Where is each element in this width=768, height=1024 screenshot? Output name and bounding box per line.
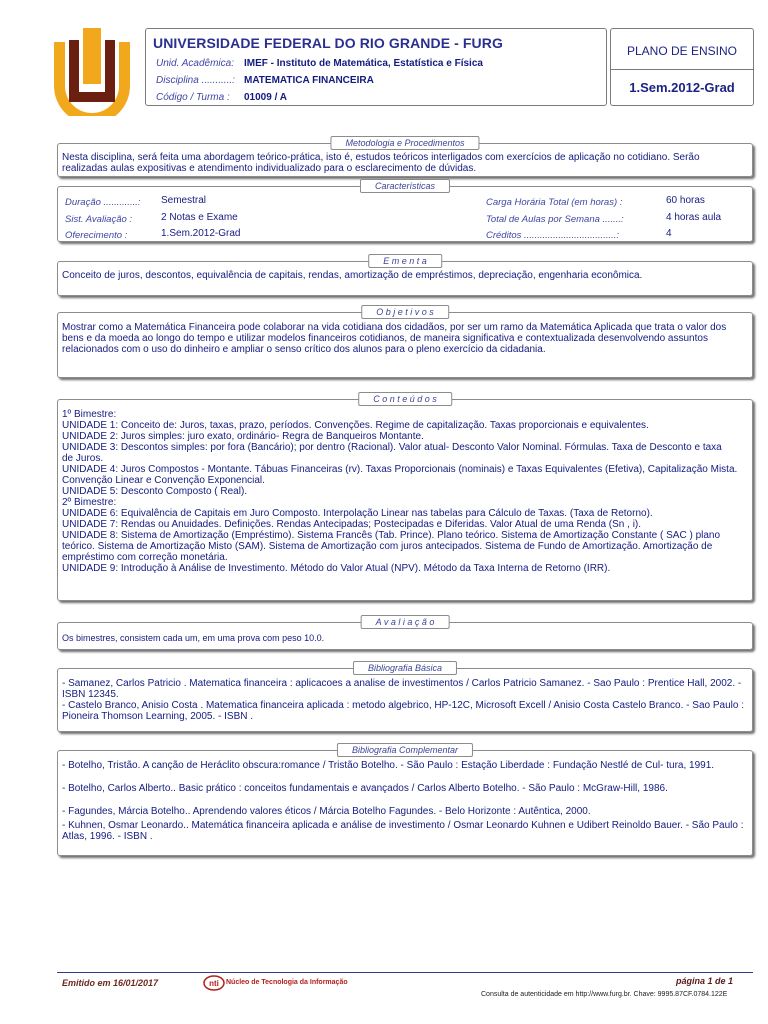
total-hours-label: Carga Horária Total (em horas) : bbox=[486, 197, 623, 208]
characteristics-title: Características bbox=[360, 179, 450, 193]
unit-label: Unid. Acadêmica: bbox=[156, 58, 234, 69]
offering-label: Oferecimento : bbox=[65, 230, 128, 241]
furg-logo bbox=[48, 28, 136, 116]
contents-line: UNIDADE 9: Introdução à Análise de Investimento. Método do Valor Atual (NPV). Método da Taxa Interna de Retorno (IRR). bbox=[62, 563, 611, 574]
bibliography-entry: - Castelo Branco, Anisio Costa . Matematica financeira aplicada : metodo algebrico, HP-12C, Microsoft Excell / Anisio Costa Castelo Branco. - Sao Paulo : Pioneira Thomson Learning, 2005. - ISBN . bbox=[62, 700, 744, 722]
nti-logo-icon bbox=[203, 975, 225, 991]
weekly-classes-label: Total de Aulas por Semana .......: bbox=[486, 214, 624, 225]
contents-line: UNIDADE 6: Equivalência de Capitais em Juro Composto. Interpolação Linear nas tabelas para Cálculo de Taxas. (Taxa de Retorno). bbox=[62, 508, 653, 519]
contents-line: UNIDADE 1: Conceito de: Juros, taxas, prazo, períodos. Convenções. Regime de capitalização. Taxas proporcionais e equivalentes. bbox=[62, 420, 649, 431]
offering-value: 1.Sem.2012-Grad bbox=[161, 228, 241, 239]
duration-value: Semestral bbox=[161, 195, 207, 206]
authenticity-url: Consulta de autenticidade em http://www.furg.br. Chave: 9995.87CF.0784.122E bbox=[481, 991, 728, 998]
contents-line: UNIDADE 2: Juros simples: juro exato, ordinário- Regra de Banqueiros Montante. bbox=[62, 431, 424, 442]
objectives-text: Mostrar como a Matemática Financeira pode colaborar na vida cotidiana dos cidadãos, por ser um ramo da Matemática Aplicada que trata o valor dos bens e da moeda ao longo do tempo e utilizar modelos financeiros cotidianos, de maneira significativa e contextualizada desenvolvendo assuntos relacionados com o uso do dinheiro e ampliar o senso crítico dos alunos para o pleno exercício da cidadania. bbox=[62, 322, 727, 355]
semester-label: 1.Sem.2012-Grad bbox=[629, 80, 735, 95]
methodology-text: Nesta disciplina, será feita uma abordagem teórico-prática, isto é, estudos teóricos interligados com exercícios de aplicação no cotidiano. Serão realizadas aulas expositivas e atendimento individualizado para o esclarecimento de dúvidas. bbox=[62, 152, 700, 174]
syllabus-title: E m e n t a bbox=[368, 254, 442, 268]
contents-line: de Juros. bbox=[62, 453, 104, 464]
characteristics-section bbox=[57, 181, 753, 242]
contents-title: C o n t e ú d o s bbox=[358, 392, 452, 406]
plan-divider bbox=[611, 69, 753, 70]
syllabus-section bbox=[57, 256, 753, 296]
unit-value: IMEF - Instituto de Matemática, Estatística e Física bbox=[244, 58, 483, 69]
contents-line: 1º Bimestre: bbox=[62, 409, 117, 420]
nti-label: Núcleo de Tecnologia da Informação bbox=[226, 979, 348, 986]
bibliography-entry: - Botelho, Tristão. A canção de Heráclito obscura:romance / Tristão Botelho. - São Paulo : Estação Liberdade : Fundação Nestlé de Cul- tura, 1991. bbox=[62, 760, 715, 771]
objectives-title: O b j e t i v o s bbox=[361, 305, 449, 319]
methodology-title: Metodologia e Procedimentos bbox=[330, 136, 479, 150]
total-hours-value: 60 horas bbox=[666, 195, 705, 206]
contents-line: UNIDADE 5: Desconto Composto ( Real). bbox=[62, 486, 248, 497]
contents-line: UNIDADE 4: Juros Compostos - Montante. Tábuas Financeiras (rv). Taxas Proporcionais (nominais) e Taxas Equivalentes (Efetiva), Capitalização Mista. Convenção Linear e Convenção Exponencial. bbox=[62, 464, 738, 486]
objectives-section bbox=[57, 307, 753, 378]
complementary-bibliography-list bbox=[62, 760, 746, 842]
contents-line: 2º Bimestre: bbox=[62, 497, 117, 508]
page-number: página 1 de 1 bbox=[676, 976, 734, 986]
contents-line: UNIDADE 3: Descontos simples: por fora (Bancário); por dentro (Racional). Valor atual- Desconto Valor Nominal. Fórmulas. Taxa de Desconto e taxa bbox=[62, 442, 722, 453]
contents-line: UNIDADE 8: Sistema de Amortização (Empréstimo). Sistema Francês (Tab. Prince). Plano teórico. Sistema de Amortização Constante ( SAC ) plano teórico. Sistema de Amortização Misto (SAM). Sistema de Amortização com juros antecipados. Sistema de Fundo de Amortização. Amortização de empréstimo com correção monetária. bbox=[62, 530, 721, 563]
issued-date: Emitido em 16/01/2017 bbox=[62, 978, 159, 988]
contents-line: UNIDADE 7: Rendas ou Anuidades. Definições. Rendas Antecipadas; Postecipadas e Diferidas. Valor Atual de uma Renda (Sn , i). bbox=[62, 519, 642, 530]
evaluation-system-value: 2 Notas e Exame bbox=[161, 212, 238, 223]
basic-bibliography-section bbox=[57, 663, 753, 732]
evaluation-section bbox=[57, 617, 753, 650]
bibliography-entry: - Samanez, Carlos Patricio . Matematica financeira : aplicacoes a analise de investimentos / Carlos Patricio Samanez. - Sao Paulo : Prentice Hall, 2002. - ISBN 12345. bbox=[62, 678, 742, 700]
contents-section bbox=[57, 394, 753, 601]
weekly-classes-value: 4 horas aula bbox=[666, 212, 722, 223]
complementary-bibliography-section bbox=[57, 745, 753, 856]
evaluation-title: A v a l i a ç ã o bbox=[361, 615, 450, 629]
credits-label: Créditos ...................................: bbox=[486, 230, 620, 241]
nti-logo-mark: nti bbox=[209, 979, 219, 988]
bibliography-entry: - Fagundes, Márcia Botelho.. Aprendendo valores éticos / Márcia Botelho Fagundes. - Belo Horizonte : Autêntica, 2000. bbox=[62, 806, 591, 817]
syllabus-text: Conceito de juros, descontos, equivalência de capitais, rendas, amortização de empréstimos, depreciação, engenharia econômica. bbox=[62, 270, 643, 281]
bibliography-entry: - Botelho, Carlos Alberto.. Basic prático : conceitos fundamentais e avançados / Carlos Alberto Botelho. - São Paulo : McGraw-Hill, 1986. bbox=[62, 783, 668, 794]
discipline-label: Disciplina ...........: bbox=[156, 75, 235, 86]
credits-value: 4 bbox=[666, 228, 672, 239]
methodology-section bbox=[57, 138, 753, 177]
evaluation-text: Os bimestres, consistem cada um, em uma prova com peso 10.0. bbox=[62, 633, 325, 643]
footer-divider bbox=[57, 972, 753, 973]
code-value: 01009 / A bbox=[244, 92, 287, 103]
code-label: Código / Turma : bbox=[156, 92, 230, 103]
discipline-value: MATEMATICA FINANCEIRA bbox=[244, 75, 374, 86]
plan-title: PLANO DE ENSINO bbox=[626, 44, 738, 58]
contents-list bbox=[62, 409, 746, 574]
complementary-bibliography-title: Bibliografia Complementar bbox=[337, 743, 473, 757]
evaluation-system-label: Sist. Avaliação : bbox=[65, 214, 133, 225]
duration-label: Duração .............: bbox=[65, 197, 141, 208]
header-info-box bbox=[145, 28, 607, 106]
plan-box bbox=[610, 28, 754, 106]
basic-bibliography-title: Bibliografia Básica bbox=[353, 661, 457, 675]
bibliography-entry: - Kuhnen, Osmar Leonardo.. Matemática financeira aplicada e análise de investimento / Osmar Leonardo Kuhnen e Udibert Reinoldo Bauer. - São Paulo : Atlas, 1996. - ISBN . bbox=[62, 820, 744, 842]
basic-bibliography-list bbox=[62, 678, 746, 722]
university-title: UNIVERSIDADE FEDERAL DO RIO GRANDE - FURG bbox=[153, 35, 503, 51]
